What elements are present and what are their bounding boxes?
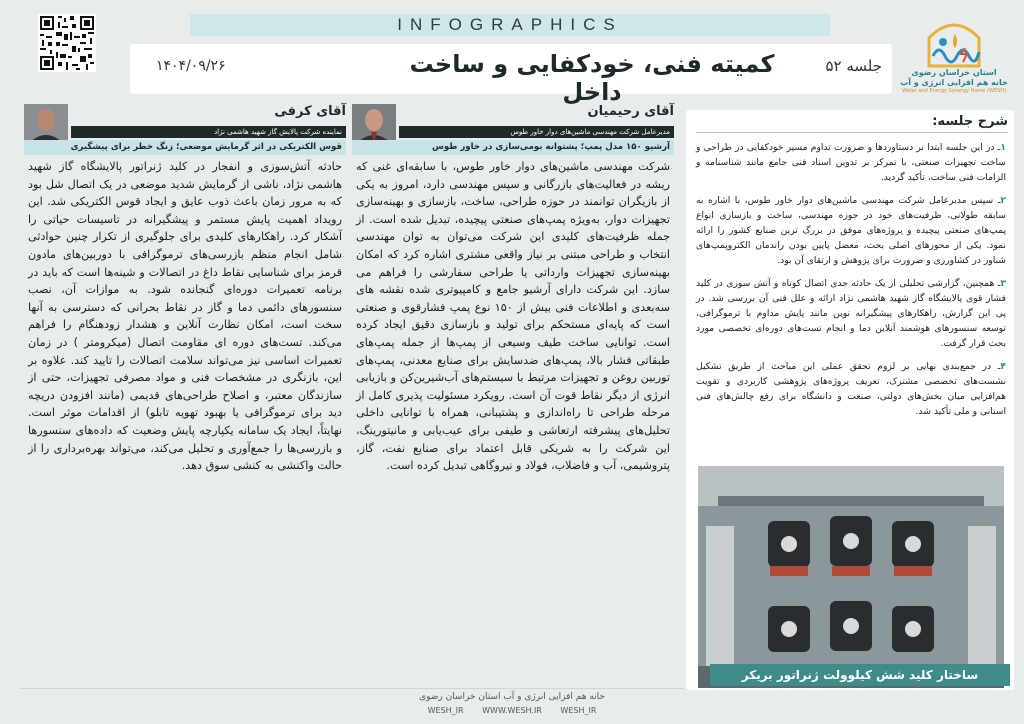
point-text: ـ در این جلسه ابتدا بر دستاوردها و ضرورت تداوم مسیر خودکفایی در طراحی و ساخت تجهیزات صنعتی، با تمرکز بر تدوین اسناد فنی جامع مانند شناسنامه و الزامات فنی ساخت، تأکید گردید.	[696, 142, 1006, 183]
point-text: ـ همچنین، گزارشی تحلیلی از یک حادثه جدی اتصال کوتاه و آتش سوزی در کلید فشار قوی پالایشگاه گاز شهید هاشمی نژاد ارائه و علل فنی آن بررسی شد. در پی این گزارش، راهکارهای پیشگیرانه نوین مانند پایش مداوم با ترموگرافی، توسعه سنسورهای هوشمند آنلاین دما و انجام تست‌های دوره‌ای تخصصی مورد بحث قرار گرفت.	[696, 278, 1006, 349]
summary-points	[696, 140, 1006, 427]
page-title: کمیته فنی، خودکفایی و ساخت داخل	[409, 50, 775, 106]
logo-name-en: Water and Energy Synergy Home (WESH)	[902, 88, 1006, 94]
speaker-role: نماینده شرکت پالایش گاز شهید هاشمی نژاد	[71, 126, 346, 138]
meeting-summary-panel	[686, 110, 1014, 690]
footer-divider	[20, 688, 684, 689]
article-headline: آرشیو ۱۵۰ مدل پمپ؛ پشتوانه بومی‌سازی در خاور طوس	[352, 140, 674, 155]
speaker-row	[24, 104, 346, 128]
point-text: ـ سپس مدیرعامل شرکت مهندسی ماشین‌های دوار خاور طوس، با اشاره به سابقه طولانی، ظرفیت‌های خود در حوزه مهندسی، ساخت و بازسازی انواع پمپ‌های صنعتی پیچیده و پروژه‌های موفق در بزرگ ترین صنایع کشور را ارائه نمود. یکی از محورهای اصلی بحث، معضل پایین بودن راندمان الکتروپمپ‌های شناور در کشاورزی و ضرورت برای پژوهش و ارتقای آن بود.	[696, 195, 1006, 266]
summary-point	[696, 276, 1006, 351]
speaker-name: آقای رحیمیان	[587, 104, 674, 119]
summary-title: شرح جلسه:	[932, 114, 1008, 129]
photo-caption: ساختار کلید شش کیلوولت ژنراتور بریکر	[710, 664, 1010, 686]
footer-link-social-2[interactable]: WESH_IR	[560, 706, 597, 715]
speaker-row	[352, 104, 674, 128]
point-text: ـ در جمع‌بندی نهایی بر لزوم تحقق عملی این مباحث از طریق تشکیل نشست‌های تخصصی مشترک، تعریف پروژه‌های پژوهشی کاربردی و تقویت هم‌افزایی میان بخش‌های دولتی، صنعت و دانشگاه برای رفع چالش‌های فنی استانی و ملی تأکید شد.	[696, 361, 1006, 417]
meeting-date: ۱۴۰۴/۰۹/۲۶	[156, 58, 226, 74]
footer-links	[0, 706, 1024, 715]
session-number: جلسه ۵۲	[825, 57, 882, 75]
wesh-logo	[894, 16, 1014, 106]
breaker-photo	[698, 466, 1004, 688]
summary-point	[696, 193, 1006, 268]
footer-org: خانه هم افزایی انرژی و آب استان خراسان رضوی	[419, 692, 605, 702]
article-headline: قوس الکتریکی در اثر گرمایش موضعی؛ زنگ خطر برای پیشگیری	[24, 140, 346, 155]
article-body: شرکت مهندسی ماشین‌های دوار خاور طوس، با سابقه‌ای غنی که ریشه در فعالیت‌های بازرگانی و سپس مهندسی دارد، امروز به یکی از بازیگران توانمند در حوزه طراحی، ساخت، بازسازی و بهینه‌سازی تجهیزات دوار، به‌ویژه پمپ‌های صنعتی پیچیده، تبدیل شده است. از جمله ظرفیت‌های کلیدی این شرکت می‌توان به توان مهندسی انتخاب و طراحی مبتنی بر نیاز واقعی مشتری اشاره کرد که امکان بهینه‌سازی تجهیزات وارداتی یا طراحی سفارشی را فراهم می سازد. این شرکت دارای آرشیو جامع و کامپیوتری شده نقشه های سه‌بعدی و اطلاعات فنی بیش از ۱۵۰ نوع پمپ فشارقوی و صنعتی است که پایه‌ای مستحکم برای تولید و بازسازی دقیق ایجاد کرده است. توانایی ساخت طیف وسیعی از پمپ‌ها از جمله پمپ‌های طبقاتی فشار بالا، پمپ‌های ضدسایش برای صنایع معدنی، پمپ‌های توربین روغن و تجهیزات مرتبط با سیستم‌های آب‌شیرین‌کن و بازیابی انرژی از دیگر نقاط قوت آن است. رویکرد مسئولیت پذیری کامل از مرحله طراحی تا راه‌اندازی و پشتیبانی، همراه با توانایی داخلی تحلیل‌های پیشرفته ارتعاشی و طیفی برای عیب‌یابی و مانیتورینگ، این شرکت را به شریکی قابل اعتماد برای صنایع نفت، گاز، پتروشیمی، آب و فاضلاب، فولاد و نیروگاهی تبدیل کرده است.	[356, 160, 670, 473]
logo-region: استان خراسان رضوی	[911, 68, 997, 77]
point-number: ۴	[1000, 361, 1006, 372]
logo-emblem	[919, 16, 989, 68]
logo-name: خانه هم افزایی انرژی و آب	[900, 78, 1008, 87]
point-number: ۱	[1000, 142, 1006, 153]
article-rahimian	[352, 104, 674, 574]
article-body: حادثه آتش‌سوزی و انفجار در کلید ژنراتور پالایشگاه گاز شهید هاشمی نژاد، ناشی از گرمایش شدید موضعی در یک اتصال شل بود که به مرور زمان باعث ذوب عایق و ایجاد قوس الکتریکی شد. این رویداد اهمیت پایش مستمر و پیشگیرانه در تاسیسات حیاتی را آشکار کرد. راهکارهای کلیدی برای جلوگیری از تکرار چنین حوادثی شامل انجام منظم بازرسی‌های ترموگرافی با دوربین‌های مادون قرمز برای شناسایی نقاط داغ در اتصالات و شینه‌ها است که باید در برنامه تعمیرات دوره‌ای گنجانده شود. به موازات آن، نصب سنسورهای دائمی دما و گاز در نقاط بحرانی که دسترسی به آنها سخت است، امکان نظارت آنلاین و هشدار زودهنگام را فراهم می‌کند. تست‌های دوره ای مقاومت اتصال (میکرومتر ) در زمان تعمیرات اساسی نیز می‌تواند سلامت اتصالات را تایید کند. علاوه بر این، بازنگری در مشخصات فنی و مواد مصرفی تجهیزات، حتی از سازندگان معتبر، و اصلاح طراحی‌های قدیمی (مانند افزودن دریچه دید برای ترموگرافی یا بهبود تهویه تابلو) از اقدامات موثر است. نهایتاً، ایجاد یک سامانه یکپارچه پایش وضعیت که داده‌های سنسورها و بازرسی‌ها را جمع‌آوری و تحلیل می‌کند، می‌تواند بهره‌برداری را از حالت واکنشی به کنشی سوق دهد.	[28, 160, 342, 473]
title-bar	[130, 44, 892, 106]
point-number: ۳	[1000, 278, 1006, 289]
speaker-name: آقای کرفی	[274, 104, 346, 119]
qr-code[interactable]	[38, 14, 96, 72]
article-korfi	[24, 104, 346, 574]
summary-point	[696, 359, 1006, 419]
infographics-banner: INFOGRAPHICS	[190, 14, 830, 36]
speaker-avatar	[352, 104, 396, 144]
summary-point	[696, 140, 1006, 185]
footer-link-social-1[interactable]: WESH_IR	[427, 706, 464, 715]
point-number: ۲	[1000, 195, 1006, 206]
footer-link-website[interactable]: WWW.WESH.IR	[482, 706, 542, 715]
speaker-role: مدیرعامل شرکت مهندسی ماشین‌های دوار خاور طوس	[399, 126, 674, 138]
summary-divider	[696, 132, 1008, 133]
speaker-avatar	[24, 104, 68, 144]
